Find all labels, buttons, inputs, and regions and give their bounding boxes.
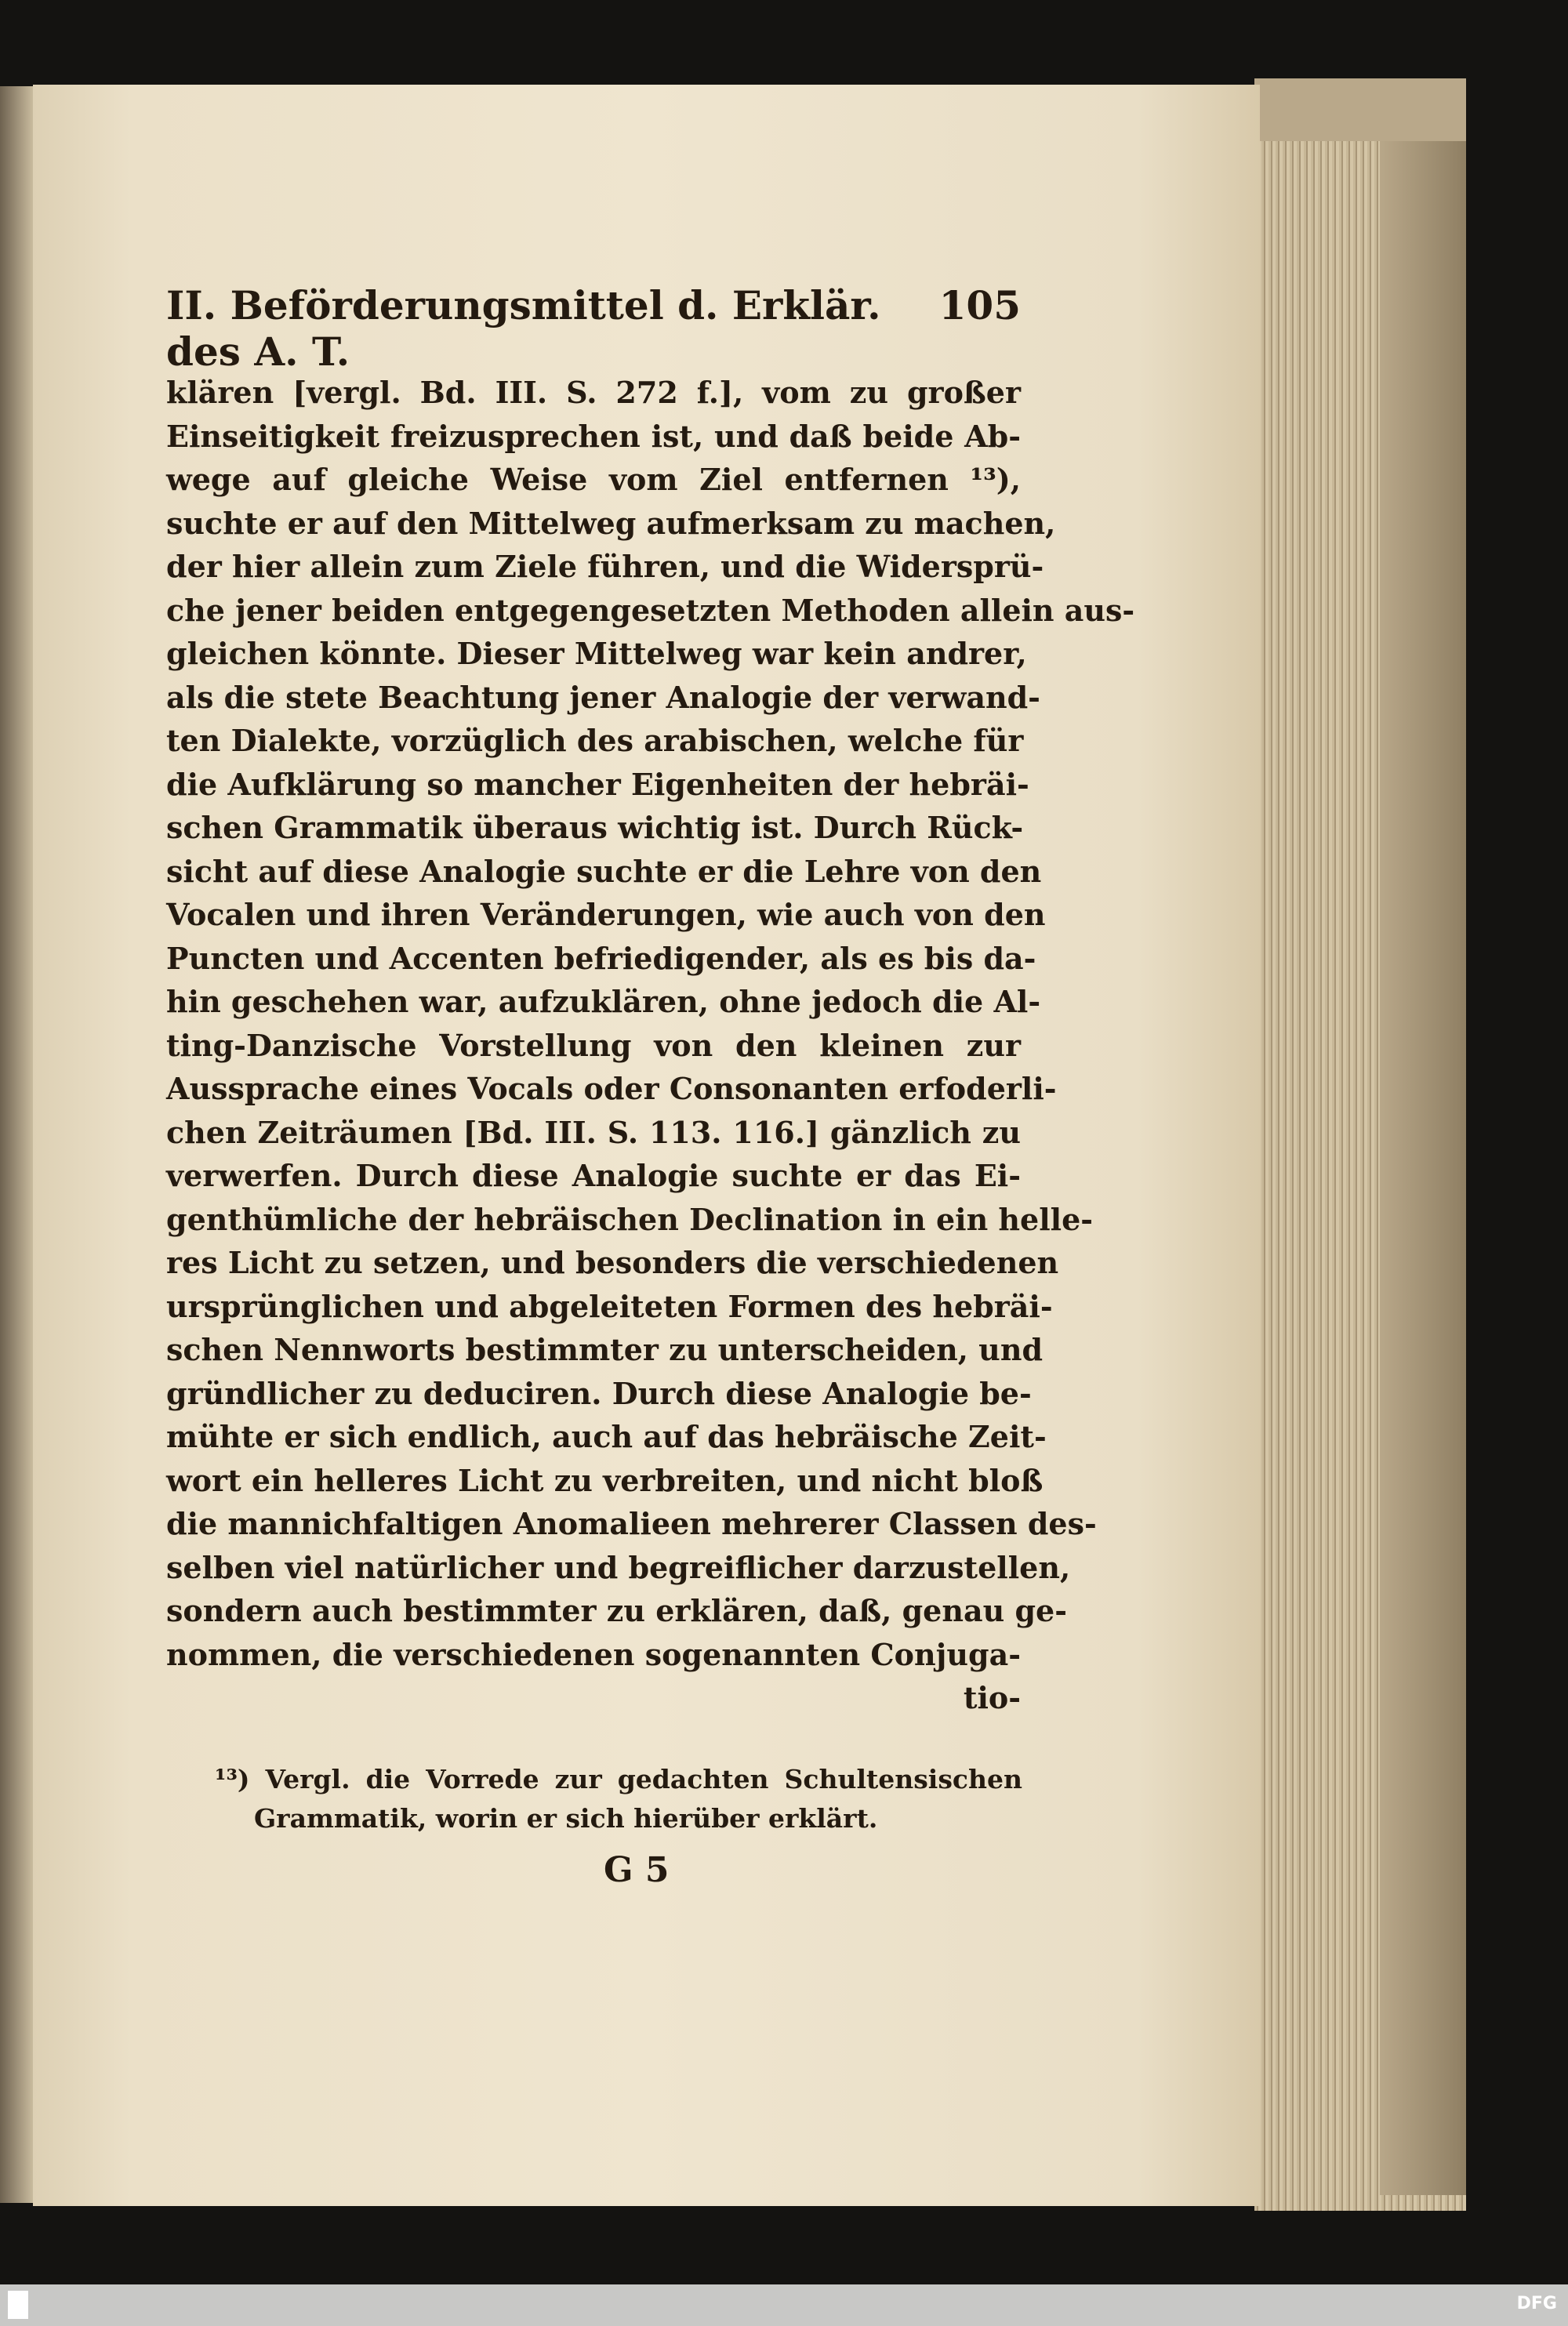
text-line: der hier allein zum Ziele führen, und die Widersprü-	[166, 549, 1044, 584]
footnote-line: ¹³) Vergl. die Vorrede zur gedachten Schultensischen	[215, 1764, 1022, 1794]
text-line: schen Nennworts bestimmter zu unterscheiden, und	[166, 1332, 1044, 1367]
text-line: die mannichfaltigen Anomalieen mehrerer Classen des-	[166, 1506, 1097, 1541]
text-line: gründlicher zu deduciren. Durch diese Analogie be-	[166, 1375, 1032, 1411]
text-line: sondern auch bestimmter zu erklären, daß, genau ge-	[166, 1593, 1067, 1628]
text-line: ten Dialekte, vorzüglich des arabischen, welche für	[166, 723, 1024, 758]
text-line: mühte er sich endlich, auch auf das hebräische Zeit-	[166, 1419, 1047, 1454]
text-line: chen Zeiträumen [Bd. III. S. 113. 116.] gänzlich zu	[166, 1114, 1021, 1150]
text-line: Vocalen und ihren Veränderungen, wie auch von den	[166, 897, 1046, 932]
text-line: schen Grammatik überaus wichtig ist. Durch Rück-	[166, 810, 1024, 845]
running-header	[166, 282, 1021, 375]
text-line: als die stete Beachtung jener Analogie der verwand-	[166, 679, 1040, 715]
text-line: res Licht zu setzen, und besonders die verschiedenen	[166, 1245, 1059, 1280]
text-line: sicht auf diese Analogie suchte er die Lehre von den	[166, 853, 1042, 889]
dfg-logo: DFG	[1516, 2294, 1557, 2313]
text-line: ting-Danzische Vorstellung von den kleinen zur	[166, 1027, 1021, 1063]
text-line: che jener beiden entgegengesetzten Methoden allein aus-	[166, 592, 1135, 628]
footnote	[215, 1760, 1022, 1838]
text-line: Einseitigkeit freizusprechen ist, und daß beide Ab-	[166, 418, 1021, 454]
text-line: Puncten und Accenten befriedigender, als es bis da-	[166, 940, 1036, 976]
signature-mark: G 5	[604, 1850, 670, 1890]
viewer-footer-bar	[0, 2284, 1568, 2326]
book-fore-edge-top	[1254, 78, 1466, 141]
running-title: II. Beförderungsmittel d. Erklär. des A. T.	[166, 282, 881, 375]
text-line: die Aufklärung so mancher Eigenheiten der hebräi-	[166, 766, 1029, 802]
library-logo-icon	[8, 2291, 28, 2319]
text-line: nommen, die verschiedenen sogenannten Conjuga-	[166, 1636, 1021, 1672]
text-line: suchte er auf den Mittelweg aufmerksam zu machen,	[166, 505, 1056, 541]
text-line: klären [vergl. Bd. III. S. 272 f.], vom zu großer	[166, 375, 1021, 410]
text-line: gleichen könnte. Dieser Mittelweg war kein andrer,	[166, 636, 1027, 671]
text-line: tio-	[963, 1680, 1021, 1715]
text-line: genthümliche der hebräischen Declination in ein helle-	[166, 1201, 1094, 1237]
text-line: wort ein helleres Licht zu verbreiten, und nicht bloß	[166, 1462, 1044, 1498]
footnote-line: Grammatik, worin er sich hierüber erklärt.	[254, 1803, 878, 1834]
book-fore-edge-shadow	[1380, 141, 1466, 2195]
text-line: Aussprache eines Vocals oder Consonanten erfoderli-	[166, 1071, 1057, 1106]
body-text	[166, 371, 1135, 1720]
left-page-edge	[0, 86, 33, 2203]
text-line: verwerfen. Durch diese Analogie suchte er das Ei-	[166, 1158, 1021, 1193]
text-line: hin geschehen war, aufzuklären, ohne jedoch die Al-	[166, 984, 1041, 1019]
text-line: selben viel natürlicher und begreiflicher darzustellen,	[166, 1549, 1071, 1585]
text-line: wege auf gleiche Weise vom Ziel entfernen ¹³),	[166, 462, 1021, 497]
text-line: ursprünglichen und abgeleiteten Formen des hebräi-	[166, 1288, 1053, 1324]
page-number: 105	[938, 282, 1021, 328]
